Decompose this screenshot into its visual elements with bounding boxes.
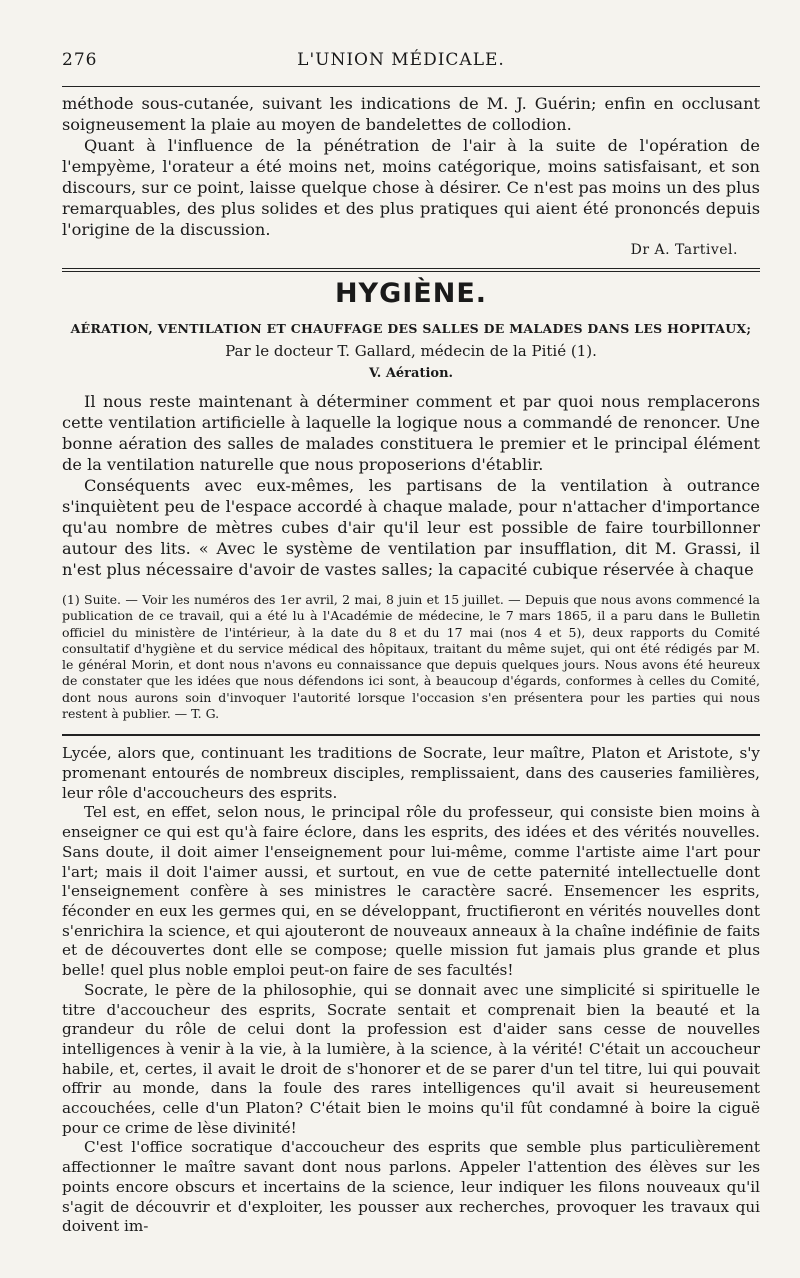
feuilleton [62, 744, 760, 1237]
paragraph: Tel est, en effet, selon nous, le principal rôle du professeur, qui consiste bien moins à enseigner ce qui est qu'à faire éclore, dans les esprits, des idées et des vérités nouvelles. Sans doute, il doit aimer l'enseignement pour lui-même, comme l'artiste aime l'art pour l'art; mais il doit l'aimer aussi, et surtout, en vue de cette paternité intellectuelle dont l'enseignement confère à ses ministres le caractère sacré. Ensemencer les esprits, féconder en eux les germes qui, en se développant, fructifieront en vérités nouvelles dont s'enrichira la science, et qui ajouteront de nouveaux anneaux à la chaîne indéfinie de faits et de découvertes dont elle se compose; quelle mission fut jamais plus grande et plus belle! quel plus noble emploi peut-on faire de ses facultés! [62, 803, 760, 980]
running-header [62, 50, 760, 70]
article-title: AÉRATION, VENTILATION ET CHAUFFAGE DES SALLES DE MALADES DANS LES HOPITAUX; [70, 321, 752, 336]
page-number: 276 [62, 50, 98, 70]
paragraph: Lycée, alors que, continuant les traditions de Socrate, leur maître, Platon et Aristote, s'y promenant entourés de nombreux disciples, remplissaient, dans des causeries familières, leur rôle d'accoucheurs des esprits. [62, 744, 760, 802]
author-signature: Dr A. Tartivel. [630, 242, 738, 258]
footnote: (1) Suite. — Voir les numéros des 1er avril, 2 mai, 8 juin et 15 juillet. — Depuis que nous avons commencé la publication de ce travail, qui a été lu à l'Académie de médecine, le 7 mars 1865, il a paru dans le Bulletin officiel du ministère de l'intérieur, à la date du 8 et du 17 mai (nos 4 et 5), deux rapports du Comité consultatif d'hygiène et du service médical des hôpitaux, traitant du même sujet, qui ont été rédigés par M. le général Morin, et dont nous n'avons eu connaissance que depuis quelques jours. Nous avons été heureux de constater que les idées que nous défendons ici sont, à beaucoup d'égards, conformes à celles du Comité, dont nous aurons soin d'invoquer l'autorité lorsque l'occasion s'en présentera pour les parties qui nous restent à publier. — T. G. [62, 592, 760, 722]
subsection-heading: V. Aération. [368, 366, 454, 381]
paragraph: méthode sous-cutanée, suivant les indications de M. J. Guérin; enfin en occlusant soigneusement la plaie au moyen de bandelettes de collodion. [62, 94, 760, 134]
article-byline: Par le docteur T. Gallard, médecin de la Pitié (1). [225, 342, 597, 360]
running-title: L'UNION MÉDICALE. [297, 50, 505, 70]
header-rule [62, 86, 760, 87]
section-divider [62, 268, 760, 272]
paragraph: Socrate, le père de la philosophie, qui se donnait avec une simplicité si spirituelle le titre d'accoucheur des esprits, Socrate sentait et comprenait bien la beauté et la grandeur du rôle de celui dont la profession est d'aider sans cesse de nouvelles intelligences à venir à la vie, à la lumière, à la science, à la vérité! C'était un accoucheur habile, et, certes, il avait le droit de s'honorer et de se parer d'un tel titre, lui qui pouvait offrir au monde, dans la foule des rares intelligences qu'il avait si heureusement accouchées, celle d'un Platon? C'était bien le moins qu'il fût condamné à boire la ciguë pour ce crime de lèse divinité! [62, 980, 760, 1137]
paragraph: C'est l'office socratique d'accoucheur des esprits que semble plus particulièrement affectionner le maître savant dont nous parlons. Appeler l'attention des élèves sur les points encore obscurs et incertains de la science, leur indiquer les filons nouveaux qu'il s'agit de découvrir et d'exploiter, les pousser aux recherches, provoquer les travaux qui doivent im- [62, 1138, 760, 1236]
paragraph: Il nous reste maintenant à déterminer comment et par quoi nous remplacerons cette ventilation artificielle à laquelle la logique nous a commandé de renoncer. Une bonne aération des salles de malades constituera le premier et le principal élément de la ventilation naturelle que nous proposerions d'établir. [62, 392, 760, 474]
section-heading: HYGIÈNE. [334, 278, 488, 309]
paragraph: Conséquents avec eux-mêmes, les partisans de la ventilation à outrance s'inquiètent peu de l'espace accordé à chaque malade, pour n'attacher d'importance qu'au nombre de mètres cubes d'air qu'il leur est possible de faire tourbillonner autour des lits. « Avec le système de ventilation par insufflation, dit M. Grassi, il n'est plus nécessaire d'avoir de vastes salles; la capacité cubique réservée à chaque [62, 476, 760, 579]
paragraph: Quant à l'influence de la pénétration de l'air à la suite de l'opération de l'empyème, l'orateur a été moins net, moins catégorique, moins satisfaisant, et son discours, sur ce point, laisse quelque chose à désirer. Ce n'est pas moins un des plus remarquables, des plus solides et des plus pratiques qui aient été prononcés depuis l'origine de la discussion. [62, 136, 760, 239]
feuilleton-divider [62, 734, 760, 736]
